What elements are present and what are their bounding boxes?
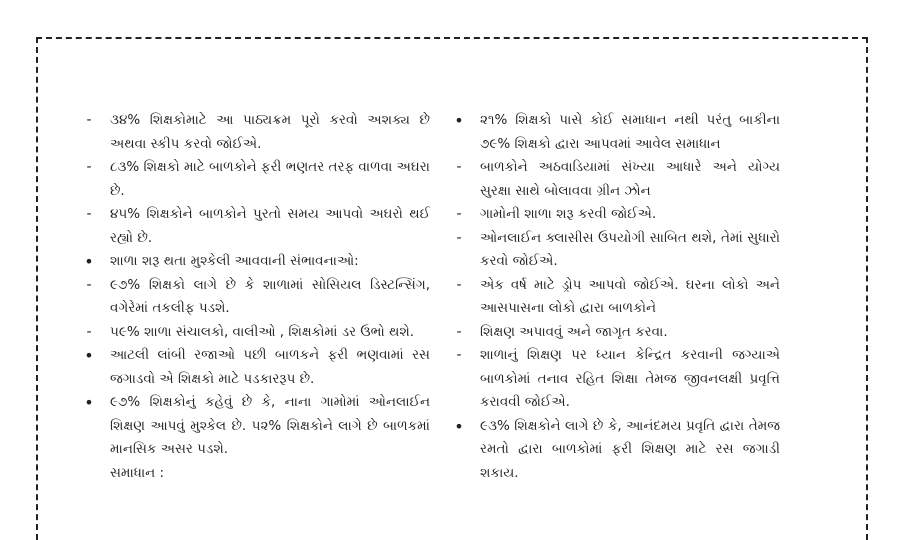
list-item-text: બાળકોને અઠવાડિયામાં સંખ્યા આધારે અને યોગ્ય સુરક્ષા સાથે બોલાવવા ગ્રીન ઝોન xyxy=(480,159,780,199)
list-marker: - xyxy=(86,112,92,128)
list-item-text: શાળાનું શિક્ષણ પર ધ્યાન કેન્દ્રિત કરવાની જગ્યાએ બાળકોમાં તનાવ રહિત શિક્ષા તેમજ જીવનલક્ષી પ્રવૃત્તિ કરાવવી જોઈએ. xyxy=(480,347,780,410)
list-marker: - xyxy=(456,276,462,293)
list-item xyxy=(450,344,780,415)
solution-heading: સમાધાન : xyxy=(110,464,165,481)
left-column-list xyxy=(80,109,430,485)
list-marker: • xyxy=(454,416,464,436)
list-item-text: ૨૧% શિક્ષકો પાસે કોઈ સમાધાન નથી પરંતુ બાકીના ૭૯% શિક્ષકો દ્વારા આપવમાં આવેલ સમાધાન xyxy=(480,112,780,152)
list-marker: - xyxy=(456,323,462,340)
list-marker: - xyxy=(86,276,92,293)
list-item-text: શિક્ષણ અપાવવું અને જાગૃત કરવા. xyxy=(480,323,668,340)
list-item-text: ઓનલાઈન ક્લાસીસ ઉપયોગી સાબિત થશે, તેમાં સુધારો કરવો જોઈએ. xyxy=(480,229,780,269)
dashed-border-right xyxy=(866,37,868,540)
list-item xyxy=(450,321,780,345)
list-item xyxy=(80,321,430,345)
list-marker: • xyxy=(454,111,464,130)
list-item-text: ૩૪% શિક્ષકોમાટે આ પાઠ્યક્રમ પૂરો કરવો અશક્ય છે અથવા સ્કીપ કરવો જોઈએ. xyxy=(110,112,430,152)
list-marker: - xyxy=(86,159,92,175)
list-item-text: ૯૭% શિક્ષકોનું કહેવું છે કે, નાના ગામોમાં ઓનલાઈન શિક્ષણ આપવું મુશ્કેલ છે. ૫૨% શિક્ષકોને લાગે છે બાળકમાં માનસિક અસર પડશે. xyxy=(110,394,430,457)
list-item xyxy=(80,391,430,462)
list-item xyxy=(80,344,430,391)
list-marker: - xyxy=(456,206,462,222)
list-item xyxy=(80,203,430,250)
list-marker: - xyxy=(456,229,462,246)
list-marker: - xyxy=(456,347,462,363)
list-item-text: ૪૫% શિક્ષકોને બાળકોને પુરતો સમય આપવો અઘરો થઈ રહ્યો છે. xyxy=(110,206,430,246)
list-item-text: ૫૯% શાળા સંચાલકો, વાલીઓ , શિક્ષકોમાં ડર ઉભો થશે. xyxy=(110,323,415,340)
dashed-border-top xyxy=(36,37,868,39)
list-item xyxy=(450,109,780,156)
list-item xyxy=(450,274,780,321)
list-item xyxy=(80,250,430,274)
list-item xyxy=(450,203,780,227)
dashed-border-left xyxy=(36,37,38,540)
list-item xyxy=(80,109,430,156)
list-marker: • xyxy=(84,346,94,365)
list-item xyxy=(80,274,430,321)
list-item-text: એક વર્ષ માટે ડ્રોપ આપવો જોઈએ. ઘરના લોકો અને આસપાસના લોકો દ્વારા બાળકોને xyxy=(480,276,780,316)
list-marker: • xyxy=(84,393,94,412)
list-marker: • xyxy=(84,252,94,271)
list-item xyxy=(450,415,780,486)
right-column-list xyxy=(450,109,780,485)
list-item-text: ગામોની શાળા શરૂ કરવી જોઈએ. xyxy=(480,206,657,222)
list-marker: - xyxy=(456,159,462,175)
list-item-text: ૮૩% શિક્ષકો માટે બાળકોને ફરી ભણતર તરફ વાળવા અઘરા છે. xyxy=(110,159,430,199)
list-marker: - xyxy=(86,206,92,222)
list-item xyxy=(450,227,780,274)
list-item-text: આટલી લાંબી રજાઓ પછી બાળકને ફરી ભણવામાં રસ જગાડવો એ શિક્ષકો માટે પડકારરૂપ છે. xyxy=(110,347,430,387)
list-item xyxy=(450,156,780,203)
list-item xyxy=(80,156,430,203)
list-item-text: શાળા શરૂ થતા મુશ્કેલી આવવાની સંભાવનાઓ: xyxy=(110,253,359,269)
list-marker: - xyxy=(86,323,92,340)
list-item-text: ૯૭% શિક્ષકો લાગે છે કે શાળામાં સોસિયલ ડિસ્ટન્સિંગ, વગેરેમાં તકલીફ પડશે. xyxy=(110,276,430,316)
list-item-text: ૯૩% શિક્ષકોને લાગે છે કે, આનંદમય પ્રવૃતિ દ્વારા તેમજ રમતો દ્વારા બાળકોમાં ફરી શિક્ષણ માટે રસ જગાડી શકાય. xyxy=(480,417,780,481)
